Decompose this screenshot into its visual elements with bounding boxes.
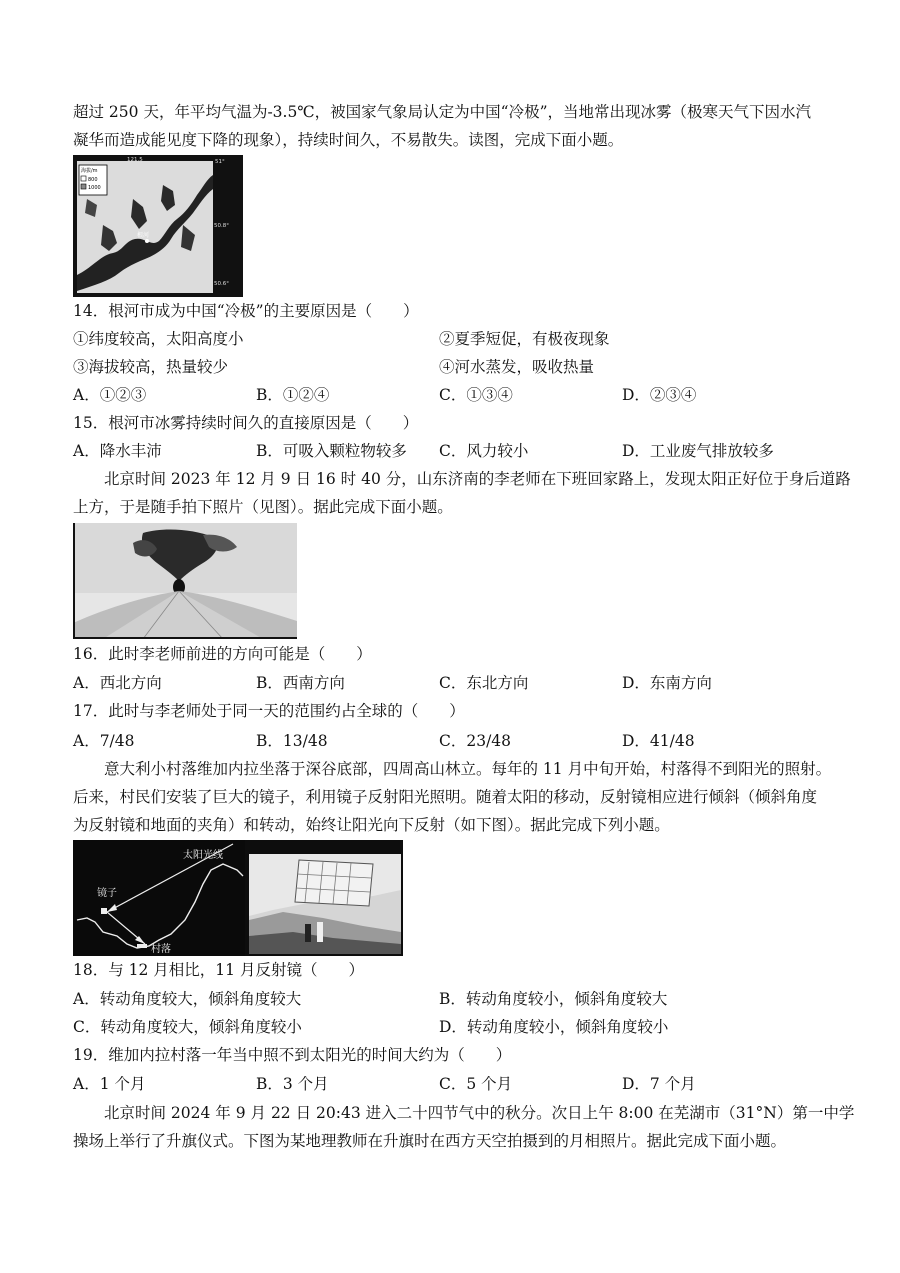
map-legend-item-1000: 1000 (88, 185, 101, 191)
q14-statement-4: ④河水蒸发，吸收热量 (439, 358, 595, 376)
q14-option-b[interactable]: B．①②④ (256, 386, 330, 404)
q17-option-b[interactable]: B．13/48 (256, 732, 328, 750)
q18-stem: 18．与 12 月相比，11 月反射镜（ ） (73, 961, 364, 979)
mirror-diagram-graphic (73, 840, 403, 956)
q18-option-a[interactable]: A．转动角度较大，倾斜角度较大 (73, 990, 302, 1008)
q15-option-d[interactable]: D．工业废气排放较多 (622, 442, 774, 460)
intro-para3-line2: 后来，村民们安装了巨大的镜子，利用镜子反射阳光照明。随着太阳的移动，反射镜相应进行倾斜（倾斜角度 (73, 788, 818, 806)
road-photo-figure (73, 523, 297, 639)
q18-option-c[interactable]: C．转动角度较大，倾斜角度较小 (73, 1018, 302, 1036)
q16-stem: 16．此时李老师前进的方向可能是（ ） (73, 645, 372, 663)
map-coord-top-right: 51° (215, 159, 225, 165)
q14-statement-1: ①纬度较高，太阳高度小 (73, 330, 244, 348)
mirror-figure (73, 840, 403, 956)
q15-option-b[interactable]: B．可吸入颗粒物较多 (256, 442, 407, 460)
label-sunlight: 太阳光线 (183, 850, 223, 861)
genhe-map-graphic (73, 155, 243, 297)
q14-statement-3: ③海拔较高，热量较少 (73, 358, 229, 376)
q14-option-a[interactable]: A．①②③ (73, 386, 147, 404)
q16-option-c[interactable]: C．东北方向 (439, 674, 529, 692)
intro-para1-line1: 超过 250 天，年平均气温为-3.5℃，被国家气象局认定为中国“冷极”，当地常出现冰雾（极寒天气下因水汽 (73, 103, 812, 121)
intro-para1-line2: 凝华而造成能见度下降的现象），持续时间久，不易散失。读图，完成下面小题。 (73, 131, 624, 149)
q14-option-d[interactable]: D．②③④ (622, 386, 697, 404)
map-legend-title: 海拔/m (81, 168, 98, 174)
genhe-map-figure (73, 155, 243, 297)
map-coord-right-2: 50.6° (214, 281, 229, 287)
map-coord-right-1: 50.8° (214, 223, 229, 229)
q15-option-a[interactable]: A．降水丰沛 (73, 442, 162, 460)
q14-stem: 14．根河市成为中国“冷极”的主要原因是（ ） (73, 302, 419, 320)
intro-para3-line3: 为反射镜和地面的夹角）和转动，始终让阳光向下反射（如下图）。据此完成下列小题。 (73, 816, 670, 834)
q14-option-c[interactable]: C．①③④ (439, 386, 513, 404)
genhe-city-marker (145, 239, 149, 243)
q19-option-c[interactable]: C．5 个月 (439, 1075, 513, 1093)
q17-option-d[interactable]: D．41/48 (622, 732, 695, 750)
q15-option-c[interactable]: C．风力较小 (439, 442, 529, 460)
q19-option-b[interactable]: B．3 个月 (256, 1075, 329, 1093)
intro-para4-line1: 北京时间 2024 年 9 月 22 日 20:43 进入二十四节气中的秋分。次日上午 8:00 在芜湖市（31°N）第一中学 (104, 1104, 855, 1122)
map-legend-item-800: 800 (88, 177, 98, 183)
q16-option-d[interactable]: D．东南方向 (622, 674, 712, 692)
q14-statement-2: ②夏季短促，有极夜现象 (439, 330, 610, 348)
q17-option-a[interactable]: A．7/48 (73, 732, 135, 750)
intro-para2-line2: 上方，于是随手拍下照片（见图）。据此完成下面小题。 (73, 498, 453, 516)
q16-option-b[interactable]: B．西南方向 (256, 674, 345, 692)
q16-option-a[interactable]: A．西北方向 (73, 674, 162, 692)
q19-stem: 19．维加内拉村落一年当中照不到太阳光的时间大约为（ ） (73, 1046, 512, 1064)
q18-option-b[interactable]: B．转动角度较小，倾斜角度较大 (439, 990, 668, 1008)
mirror-marker (101, 908, 107, 914)
q17-option-c[interactable]: C．23/48 (439, 732, 512, 750)
village-marker (137, 944, 147, 948)
intro-para2-line1: 北京时间 2023 年 12 月 9 日 16 时 40 分，山东济南的李老师在下班回家路上，发现太阳正好位于身后道路 (104, 470, 851, 488)
map-coord-top-left: 121.5 (127, 157, 143, 163)
label-village: 村落 (151, 944, 171, 955)
intro-para3-line1: 意大利小村落维加内拉坐落于深谷底部，四周高山林立。每年的 11 月中旬开始，村落得不到阳光的照射。 (104, 760, 832, 778)
map-place-label: 根河 (137, 232, 150, 239)
label-mirror: 镜子 (97, 888, 117, 899)
q18-option-d[interactable]: D．转动角度较小，倾斜角度较小 (439, 1018, 669, 1036)
intro-para4-line2: 操场上举行了升旗仪式。下图为某地理教师在升旗时在西方天空拍摄到的月相照片。据此完成下面小题。 (73, 1132, 787, 1150)
q17-stem: 17．此时与李老师处于同一天的范围约占全球的（ ） (73, 702, 465, 720)
q19-option-a[interactable]: A．1 个月 (73, 1075, 146, 1093)
q19-option-d[interactable]: D．7 个月 (622, 1075, 696, 1093)
road-photo-graphic (73, 523, 297, 639)
q15-stem: 15．根河市冰雾持续时间久的直接原因是（ ） (73, 414, 419, 432)
